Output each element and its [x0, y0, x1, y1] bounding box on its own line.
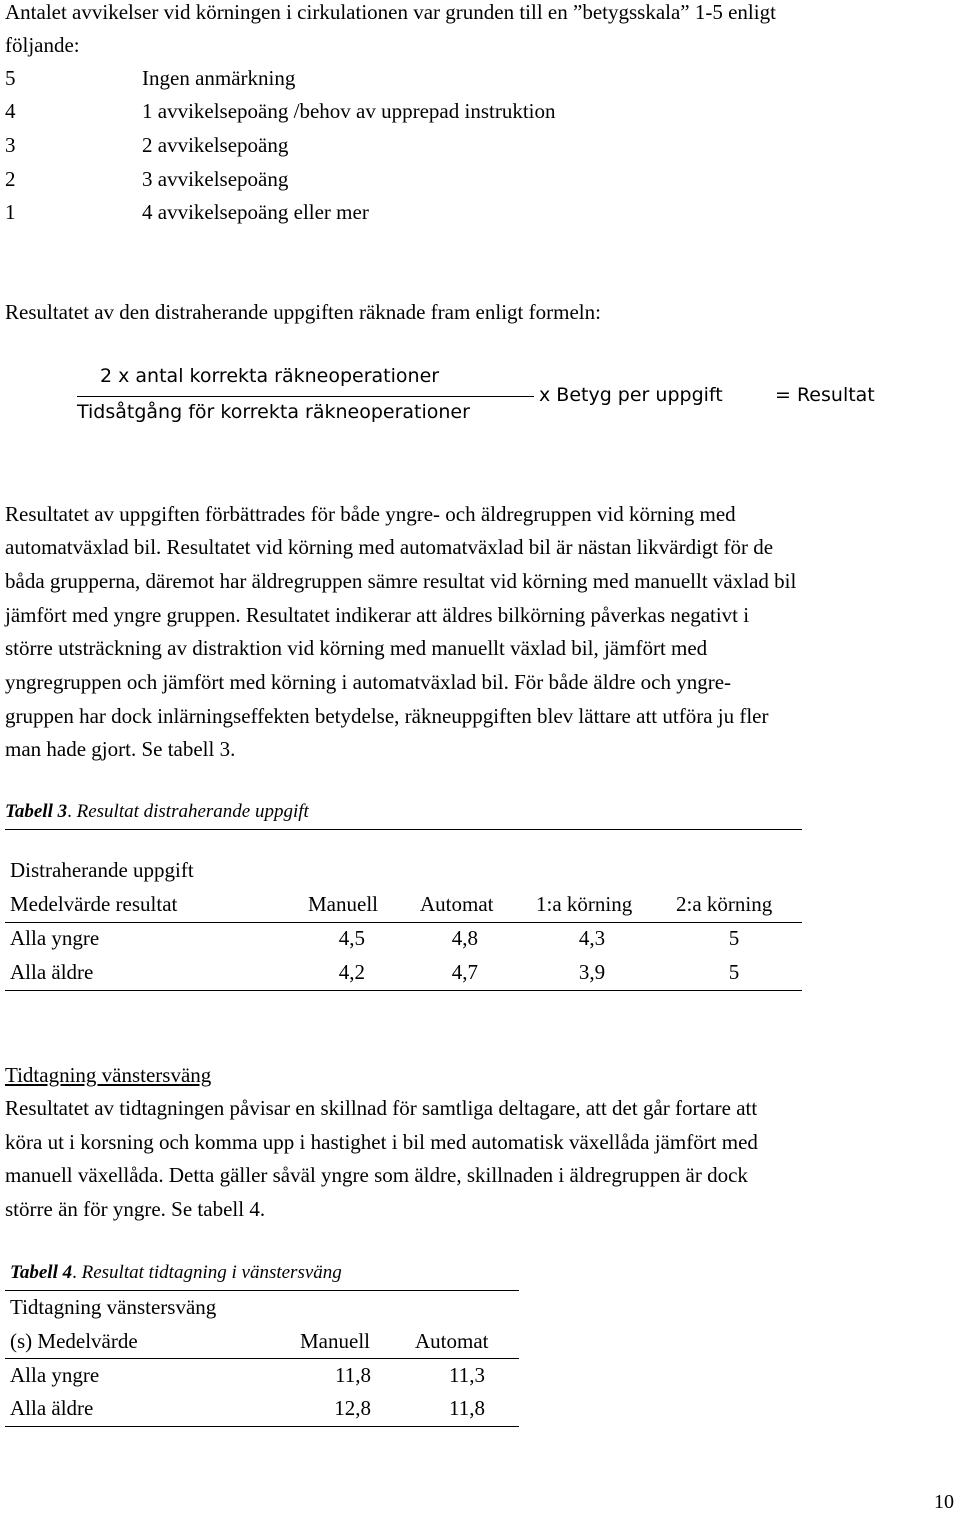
column-header: 2:a körning	[676, 892, 773, 916]
table-cell: 4,3	[578, 926, 606, 950]
column-header: Manuell	[300, 1329, 370, 1353]
table-title: Tidtagning vänstersväng	[10, 1295, 217, 1319]
scale-text: Ingen anmärkning	[142, 66, 296, 90]
caption-text: Resultat tidtagning i vänstersväng	[76, 1262, 342, 1283]
paragraph-line: Resultatet av uppgiften förbättrades för både yngre- och äldregruppen vid körning med	[5, 502, 736, 526]
formula-multiplier: x Betyg per uppgift	[539, 384, 723, 406]
paragraph-line: större utsträckning av distraktion vid körning med manuellt växlad bil, jämfört med	[5, 636, 708, 660]
table-cell: 4,5	[338, 926, 365, 950]
table-cell: 11,8	[335, 1363, 371, 1387]
formula-intro: Resultatet av den distraherande uppgiften räknade fram enligt formeln:	[5, 300, 601, 324]
table-cell: 4,8	[451, 926, 478, 950]
scale-text: 2 avvikelsepoäng	[142, 133, 289, 157]
paragraph-line: jämfört med yngre gruppen. Resultatet indikerar att äldres bilkörning påverkas negativt i	[5, 603, 750, 627]
paragraph-line: automatväxlad bil. Resultatet vid körning med automatväxlad bil är nästan likvärdigt för de	[5, 535, 774, 559]
page-number: 10	[934, 1491, 954, 1513]
formula-numerator: 2 x antal korrekta räkneoperationer	[100, 365, 440, 387]
row-label: Alla äldre	[10, 960, 94, 984]
table-caption	[10, 1262, 342, 1284]
table-cell: 5	[728, 960, 740, 984]
table-cell: 3,9	[578, 960, 606, 984]
scale-grade: 5	[5, 66, 16, 90]
scale-grade: 3	[5, 133, 16, 157]
table-cell: 12,8	[334, 1396, 371, 1420]
paragraph-line: man hade gjort. Se tabell 3.	[5, 737, 236, 761]
intro-line-2: följande:	[5, 33, 80, 57]
row-label: Alla yngre	[10, 1363, 100, 1387]
scale-grade: 4	[5, 99, 16, 123]
caption-dot: .	[72, 1262, 77, 1283]
scale-text: 4 avvikelsepoäng eller mer	[142, 200, 369, 224]
column-header: (s) Medelvärde	[10, 1329, 138, 1353]
paragraph-line: större än för yngre. Se tabell 4.	[5, 1197, 266, 1221]
paragraph-line: köra ut i korsning och komma upp i hastighet i bil med automatisk växellåda jämfört med	[5, 1130, 758, 1154]
formula-denominator: Tidsåtgång för korrekta räkneoperationer	[77, 401, 470, 423]
scale-text: 3 avvikelsepoäng	[142, 167, 289, 191]
caption-dot: .	[67, 801, 72, 822]
paragraph-line: båda grupperna, däremot har äldregruppen sämre resultat vid körning med manuellt växlad bil	[5, 569, 797, 593]
table-cell: 11,8	[449, 1396, 485, 1420]
column-header: Medelvärde resultat	[10, 892, 178, 916]
column-header: Automat	[415, 1329, 489, 1353]
table-cell: 4,2	[338, 960, 365, 984]
column-header: Automat	[420, 892, 494, 916]
column-header: 1:a körning	[536, 892, 633, 916]
table-cell: 5	[728, 926, 740, 950]
fraction-bar	[77, 396, 534, 397]
table-top-rule	[5, 829, 802, 830]
caption-text: Resultat distraherande uppgift	[71, 801, 309, 822]
paragraph-line: Resultatet av tidtagningen påvisar en skillnad för samtliga deltagare, att det går fortare att	[5, 1096, 758, 1120]
paragraph-line: gruppen har dock inlärningseffekten betydelse, räkneuppgiften blev lättare att utföra ju fler	[5, 704, 769, 728]
column-header: Manuell	[308, 892, 378, 916]
table-cell: 4,7	[451, 960, 478, 984]
scale-grade: 2	[5, 167, 16, 191]
scale-text: 1 avvikelsepoäng /behov av upprepad instruktion	[142, 99, 556, 123]
table-caption	[5, 801, 309, 823]
formula-result: = Resultat	[775, 384, 875, 406]
header-rule	[5, 922, 802, 923]
paragraph-line: yngregruppen och jämfört med körning i automatväxlad bil. För både äldre och yngre-	[5, 670, 732, 694]
table-title: Distraherande uppgift	[10, 858, 194, 882]
section-heading: Tidtagning vänstersväng	[5, 1063, 212, 1087]
row-label: Alla yngre	[10, 926, 100, 950]
table-top-rule	[5, 1290, 519, 1291]
table-cell: 11,3	[449, 1363, 485, 1387]
caption-label: Tabell 4	[10, 1262, 73, 1283]
table-bottom-rule	[5, 1426, 519, 1427]
header-rule	[5, 1358, 519, 1359]
caption-label: Tabell 3	[5, 801, 68, 822]
scale-grade: 1	[5, 200, 16, 224]
row-label: Alla äldre	[10, 1396, 94, 1420]
table-bottom-rule	[5, 990, 802, 991]
paragraph-line: manuell växellåda. Detta gäller såväl yngre som äldre, skillnaden i äldregruppen är dock	[5, 1163, 748, 1187]
intro-line-1: Antalet avvikelser vid körningen i cirkulationen var grunden till en ”betygsskala” 1-5 enligt	[5, 0, 776, 24]
